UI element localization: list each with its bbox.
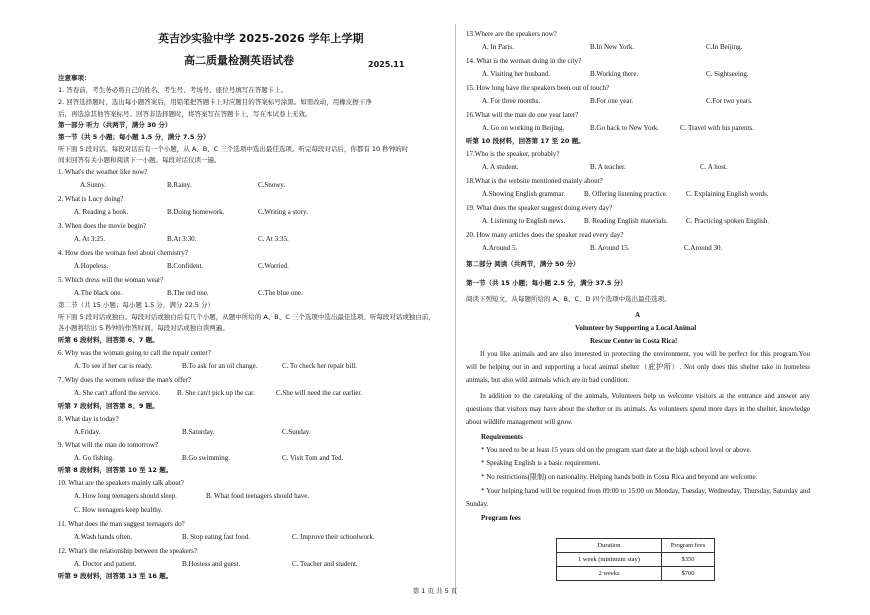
question-19: 19. What does the speaker suggest doing every day?: [466, 204, 613, 212]
q16-option-b: B.Go back to New York.: [590, 124, 660, 132]
question-11: 11. What does the man suggest teenagers do?: [58, 520, 185, 528]
requirement-3: * No restrictions(限制) on nationality. Helping hands both in Costa Rica and beyond are welcome.: [481, 473, 758, 481]
q19-option-c: C. Practicing spoken English.: [686, 217, 770, 225]
notice-item-1: 1. 答卷前，考生务必将自己的姓名、考生号、考场号、座位号填写在答题卡上。: [58, 86, 288, 94]
q8-option-c: C.Sunday.: [282, 428, 311, 436]
q7-option-b: B. She can't pick up the car.: [177, 389, 255, 397]
table-cell: $350: [662, 553, 715, 567]
q9-option-c: C. Visit Tom and Ted.: [282, 454, 344, 462]
q11-option-c: C. Improve their schoolwork.: [292, 533, 375, 541]
q10-option-c: C. How teenagers keep healthy.: [74, 506, 163, 514]
column-divider: [455, 24, 456, 594]
notice-item-2: 2. 回答选择题时，选出每小题答案后，用铅笔把答题卡上对应题目的答案标号涂黑。如需改动，用橡皮擦干净: [58, 98, 372, 106]
q8-option-b: B.Saturday.: [182, 428, 215, 436]
part1-section2-heading: 第二节（共 15 小题；每小题 1.5 分，满分 22.5 分）: [58, 301, 214, 309]
table-cell: 1 week (minimum stay): [557, 553, 662, 567]
question-12: 12. What's the relationship between the speakers?: [58, 547, 197, 555]
question-15: 15. How long have the speakers been out of touch?: [466, 84, 610, 92]
q18-option-a: A.Showing English grammar.: [482, 190, 566, 198]
q14-option-a: A. Visiting her husband.: [482, 70, 551, 78]
question-6: 6. Why was the woman going to call the repair center?: [58, 349, 211, 357]
question-8: 8. What day is today?: [58, 415, 119, 423]
q16-option-c: C. Travel with his parents.: [680, 124, 754, 132]
q1-option-c: C.Snowy.: [258, 181, 286, 189]
q10-option-b: B. What food teenagers should have.: [206, 492, 310, 500]
q7-option-c: C.She will need the car earlier.: [276, 389, 363, 397]
requirement-1: * You need to be at least 15 years old on the program start date at the high school level or above.: [481, 446, 752, 454]
q4-option-b: B.Confident.: [167, 262, 204, 270]
q12-option-a: A. Doctor and patient.: [74, 560, 137, 568]
q6-option-c: C. To check her repair bill.: [282, 362, 357, 370]
question-5: 5. Which dress will the woman wear?: [58, 276, 164, 284]
q5-option-a: A.The black one.: [74, 289, 123, 297]
table-header-fees: Program fees: [662, 539, 715, 553]
q2-option-a: A. Reading a book.: [74, 208, 129, 216]
q4-option-c: C.Worried.: [258, 262, 289, 270]
passage-letter: A: [635, 311, 641, 319]
table-row: [557, 553, 715, 567]
q9-option-b: B.Go swimming.: [182, 454, 231, 462]
q7-option-a: A. She can't afford the service.: [74, 389, 161, 397]
question-7: 7. Why does the women refuse the man's offer?: [58, 376, 191, 384]
q1-option-a: A.Sunny.: [80, 181, 106, 189]
q3-option-a: A. At 3:25.: [74, 235, 106, 243]
part2-section1-heading: 第一节（共 15 小题；每小题 2.5 分，满分 37.5 分）: [466, 279, 627, 287]
question-4: 4. How does the woman feel about chemistry?: [58, 249, 188, 257]
question-17: 17.Who is the speaker, probably?: [466, 150, 560, 158]
page-footer: 第 1 页 共 5 页: [412, 587, 458, 595]
question-1: 1. What's the weather like now?: [58, 168, 148, 176]
question-2: 2. What is Lucy doing?: [58, 195, 124, 203]
q12-option-b: B.Hostess and guest.: [182, 560, 241, 568]
table-header-row: [557, 539, 715, 553]
q6-option-b: B.To ask for an oil change.: [182, 362, 258, 370]
requirement-2: * Speaking English is a basic requirement.: [481, 459, 601, 467]
q11-option-b: B. Stop eating fast food.: [182, 533, 251, 541]
listen-instruction-10: 听第 10 段材料，回答第 17 至 20 题。: [466, 137, 585, 145]
program-fees-heading: Program fees: [481, 514, 521, 522]
q19-option-a: A. Listening to English news.: [482, 217, 566, 225]
q14-option-b: B.Working there.: [590, 70, 639, 78]
requirement-4: * Your helping hand will be required from 09:00 to 15:00 on Monday, Tuesday, Wednesday, Thursday, Saturday and Sunday.: [466, 487, 810, 509]
listen-instruction-9: 听第 9 段材料，回答第 13 至 16 题。: [58, 572, 173, 580]
table-cell: 2 weeks: [557, 567, 662, 581]
listen-instruction-6: 听第 6 段材料，回答第 6、7 题。: [58, 336, 159, 344]
q4-option-a: A.Hopeless.: [74, 262, 109, 270]
q17-option-c: C. A host.: [700, 163, 728, 171]
q3-option-c: C. At 3:35.: [258, 235, 289, 243]
listen-instruction-8: 听第 8 段材料，回答第 10 至 12 题。: [58, 466, 173, 474]
table-row: [557, 567, 715, 581]
question-10: 10. What are the speakers mainly talk about?: [58, 479, 184, 487]
q9-option-a: A. Go fishing.: [74, 454, 115, 462]
question-18: 18.What is the website mentioned mainly about?: [466, 177, 603, 185]
requirements-heading: Requirements: [481, 433, 523, 441]
q2-option-c: C.Writing a story.: [258, 208, 308, 216]
part1-section2-instructions: 听下面 5 段对话或独白。每段对话或独白后有几个小题，从题中所给的 A、B、C 三个选项中选出最佳选项。听每段对话或独白前，: [58, 313, 435, 321]
q16-option-a: A. Go on working in Beijing.: [482, 124, 565, 132]
q13-option-a: A. In Paris.: [482, 43, 514, 51]
exam-title: 高二质量检测英语试卷: [184, 54, 294, 67]
table-cell: $700: [662, 567, 715, 581]
passage-title-line1: Volunteer by Supporting a Local Animal: [575, 324, 697, 332]
table-header-duration: Duration: [557, 539, 662, 553]
exam-date: 2025.11: [368, 60, 405, 69]
q13-option-c: C.In Beijing.: [706, 43, 743, 51]
q8-option-a: A.Friday.: [74, 428, 101, 436]
passage-title-line2: Rescue Center in Costa Rica!: [590, 337, 678, 345]
q11-option-a: A.Wash hands often.: [74, 533, 133, 541]
q20-option-b: B. Around 15.: [590, 244, 630, 252]
q5-option-b: B.The red one.: [167, 289, 209, 297]
q3-option-b: B.At 3:30.: [167, 235, 197, 243]
passage-paragraph-2: In addition to the caretaking of the animals, Volunteers help us welcome visitors at the entrance and answer any questions that visitors may have about the shelter or its animals. As volunteers spend more days in the shelter, knowledge about wildlife management will grow.: [466, 392, 810, 427]
part1-section1-instructions-cont: 间来回答有关小题和阅读下一小题。每段对话仅读一遍。: [58, 156, 221, 164]
part2-heading: 第二部分 阅读（共两节，满分 50 分）: [466, 260, 580, 268]
q2-option-b: B.Doing homework.: [167, 208, 225, 216]
q1-option-b: B.Rainy.: [167, 181, 192, 189]
question-9: 9. What will the man do tomorrow?: [58, 441, 158, 449]
notices-heading: 注意事项：: [58, 74, 91, 82]
passage-paragraph-1: If you like animals and are also interested in protecting the environment, you will be perfect for this program.You will be helping out in and supporting a local animal shelter（庇护所）. Not only does this shelter take in homeless animals, but also wild animals which are in bad condition.: [466, 350, 810, 385]
q17-option-b: B. A teacher.: [590, 163, 626, 171]
question-16: 16.What will the man do one year later?: [466, 111, 579, 119]
q13-option-b: B.In New York.: [590, 43, 635, 51]
q19-option-b: B. Reading English materials.: [584, 217, 668, 225]
part2-instructions: 阅读下列短文，从每题所给的 A、B、C、D 四个选项中选出最佳选项。: [466, 295, 671, 303]
part1-section1-instructions: 听下面 5 段对话。每段对话后有一个小题，从 A、B、C 三个选项中选出最佳选项。听完每段对话后，你都有 10 秒钟的时: [58, 145, 409, 153]
notice-item-2-cont: 后，再选涂其他答案标号。回答非选择题时，将答案写在答题卡上，写在本试卷上无效。: [58, 110, 312, 118]
q15-option-a: A. For three months.: [482, 97, 541, 105]
q18-option-c: C. Explaining English words.: [686, 190, 769, 198]
q10-option-a: A. How long teenagers should sleep.: [74, 492, 177, 500]
program-fees-table: [556, 538, 715, 581]
listen-instruction-7: 听第 7 段材料，回答第 8、9 题。: [58, 402, 159, 410]
part1-section2-instructions-cont: 各小题将给出 5 秒钟的作答时间。每段对话或独白读两遍。: [58, 324, 229, 332]
q17-option-a: A. A student.: [482, 163, 519, 171]
question-14: 14. What is the woman doing in the city?: [466, 57, 582, 65]
q6-option-a: A. To see if her car is ready.: [74, 362, 153, 370]
q12-option-c: C. Teacher and student.: [292, 560, 358, 568]
part1-section1-heading: 第一节（共 5 小题；每小题 1.5 分，满分 7.5 分）: [58, 133, 210, 141]
q15-option-b: B.For one year.: [590, 97, 634, 105]
q5-option-c: C.The blue one.: [258, 289, 303, 297]
school-title: 英吉沙实验中学 2025-2026 学年上学期: [158, 32, 364, 45]
question-3: 3. When does the movie begin?: [58, 222, 147, 230]
q20-option-a: A.Around 5.: [482, 244, 518, 252]
question-13: 13.Where are the speakers now?: [466, 30, 557, 38]
q14-option-c: C. Sightseeing.: [706, 70, 749, 78]
question-20: 20. How many articles does the speaker read every day?: [466, 231, 624, 239]
q15-option-c: C.For two years.: [706, 97, 753, 105]
part1-heading: 第一部分 听力（共两节，满分 30 分）: [58, 121, 172, 129]
q18-option-b: B. Offering listening practice.: [584, 190, 668, 198]
q20-option-c: C.Around 30.: [684, 244, 723, 252]
